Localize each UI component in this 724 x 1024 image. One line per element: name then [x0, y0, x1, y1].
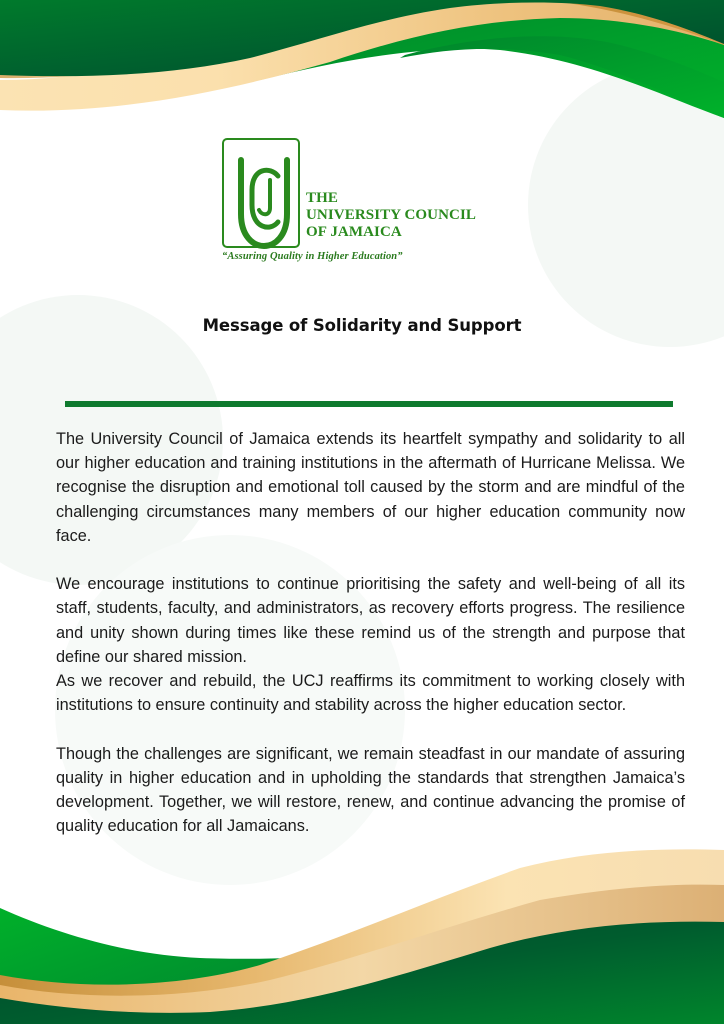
paragraph-encouragement: We encourage institutions to continue prioritising the safety and well-being of all its staff, students, faculty, and administrators, as recovery efforts progress. The resilience and unity shown during times like these remind us of the strength and purpose that define our shared mission.: [56, 575, 685, 666]
logo-name-line: UNIVERSITY COUNCIL: [306, 207, 477, 223]
title-divider: [65, 401, 673, 407]
paragraph-sympathy: The University Council of Jamaica extends its heartfelt sympathy and solidarity to all our higher education and training institutions in the aftermath of Hurricane Melissa. We recognise the disruption and emotional toll caused by the storm and are mindful of the challenging circumstances many members of our higher education community now face.: [56, 430, 685, 545]
logo-name-line: OF JAMAICA: [306, 224, 402, 240]
paragraph-commitment: As we recover and rebuild, the UCJ reaffirms its commitment to working closely with institutions to ensure continuity and stability across the higher education sector.: [56, 672, 685, 715]
paragraph-mandate: Though the challenges are significant, we remain steadfast in our mandate of assuring quality in higher education and in upholding the standards that strengthen Jamaica’s development. Together, we will restore, renew, and continue advancing the promise of quality education for all Jamaicans.: [56, 744, 685, 836]
logo-frame: [222, 138, 300, 248]
ucj-logo: [222, 138, 512, 268]
document-title: Message of Solidarity and Support: [202, 316, 522, 335]
logo-name-line: THE: [306, 190, 338, 206]
document-body: [56, 427, 685, 838]
logo-organisation-name: [306, 190, 476, 241]
logo-tagline: “Assuring Quality in Higher Education”: [222, 251, 403, 262]
